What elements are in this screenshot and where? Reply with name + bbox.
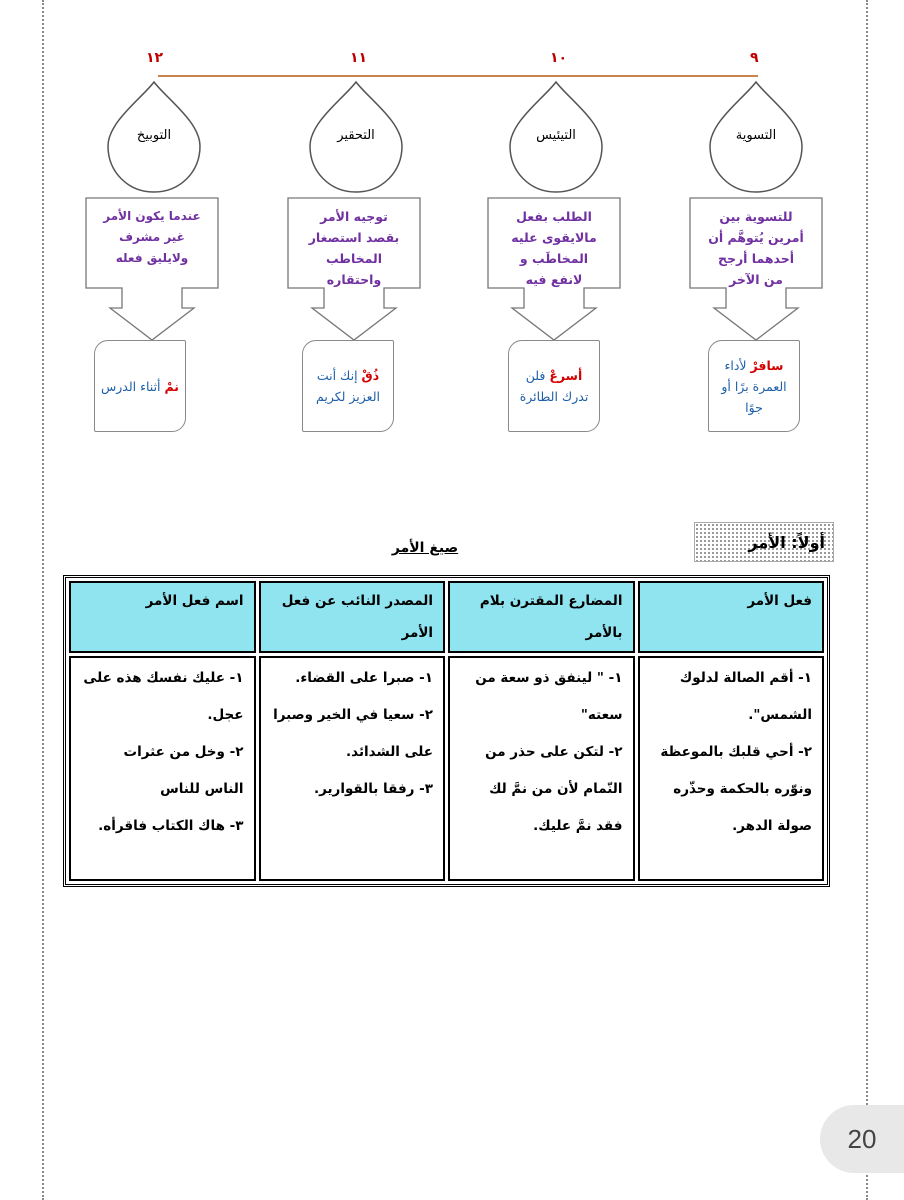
step-number-11: ١١ <box>350 50 368 66</box>
drop-shape-tawbeekh <box>106 80 202 194</box>
header-masdar: المصدر النائب عن فعل الأمر <box>259 581 446 653</box>
definition-text: عندما يكون الأمر غير مشرف ولايليق فعله <box>103 209 201 265</box>
definition-arrow-tahqeer <box>286 196 422 346</box>
definition-arrow-tayees <box>486 196 622 346</box>
page-border-right <box>866 0 868 1200</box>
section-title: أولاً: الأمر <box>694 522 834 562</box>
drop-label: التوبيخ <box>136 128 172 143</box>
example-box-tahqeer: ذُقْ إنك أنت العزيز لكريم <box>302 340 394 432</box>
cell-mudari: ١- " لينفق ذو سعة من سعته" ٢- لتكن على حذر من النّمام لأن من نمَّ لك فقد نمَّ عليك. <box>448 656 635 881</box>
imperative-forms-table <box>63 575 830 887</box>
drop-label: التيئيس <box>536 128 576 143</box>
step-number-12: ١٢ <box>146 50 164 66</box>
drop-shape-tayees <box>508 80 604 194</box>
header-fiil-amr: فعل الأمر <box>638 581 825 653</box>
section-subtitle: صيغ الأمر <box>391 540 459 556</box>
step-number-10: ١٠ <box>550 50 568 66</box>
drop-label: التسوية <box>735 128 777 143</box>
definition-text: توجيه الأمر بقصد استصغار المخاطب واحتقاره <box>308 209 400 287</box>
step-number-9: ٩ <box>750 50 759 66</box>
definition-arrow-taswiya <box>688 196 824 346</box>
timeline-line <box>158 75 758 77</box>
drop-shape-tahqeer <box>308 80 404 194</box>
page-number-badge: 20 <box>820 1105 904 1173</box>
drop-shape-taswiya <box>708 80 804 194</box>
definition-text: الطلب بفعل مالايقوى عليه المخاطَب و لانفع فيه <box>511 209 597 287</box>
definition-text: للتسوية بين أمرين يُتوهَّم أن أحدهما أرجح من الآخر <box>708 209 804 287</box>
cell-ism-fiil: ١- عليك نفسك هذه على عجل. ٢- وخل من عثرات الناس للناس ٣- هاك الكتاب فاقرأه. <box>69 656 256 881</box>
example-box-tayees: أسرعْ فلن تدرك الطائرة <box>508 340 600 432</box>
header-ism-fiil: اسم فعل الأمر <box>69 581 256 653</box>
example-box-taswiya: سافرْ لأداء العمرة برًا أو جوًا <box>708 340 800 432</box>
cell-fiil-amr: ١- أقم الصالة لدلوك الشمس". ٢- أحي قلبك بالموعظة ونوّره بالحكمة وحذّره صولة الدهر. <box>638 656 825 881</box>
example-box-tawbeekh: نمْ أثناء الدرس <box>94 340 186 432</box>
header-mudari: المضارع المقترن بلام بالأمر <box>448 581 635 653</box>
page-border-left <box>42 0 44 1200</box>
cell-masdar: ١- صبرا على القضاء. ٢- سعيا في الخير وصبرا على الشدائد. ٣- رفقا بالقوارير. <box>259 656 446 881</box>
table-header-row <box>69 581 824 653</box>
table-row <box>69 656 824 881</box>
drop-label: التحقير <box>337 128 375 143</box>
definition-arrow-tawbeekh <box>84 196 220 346</box>
